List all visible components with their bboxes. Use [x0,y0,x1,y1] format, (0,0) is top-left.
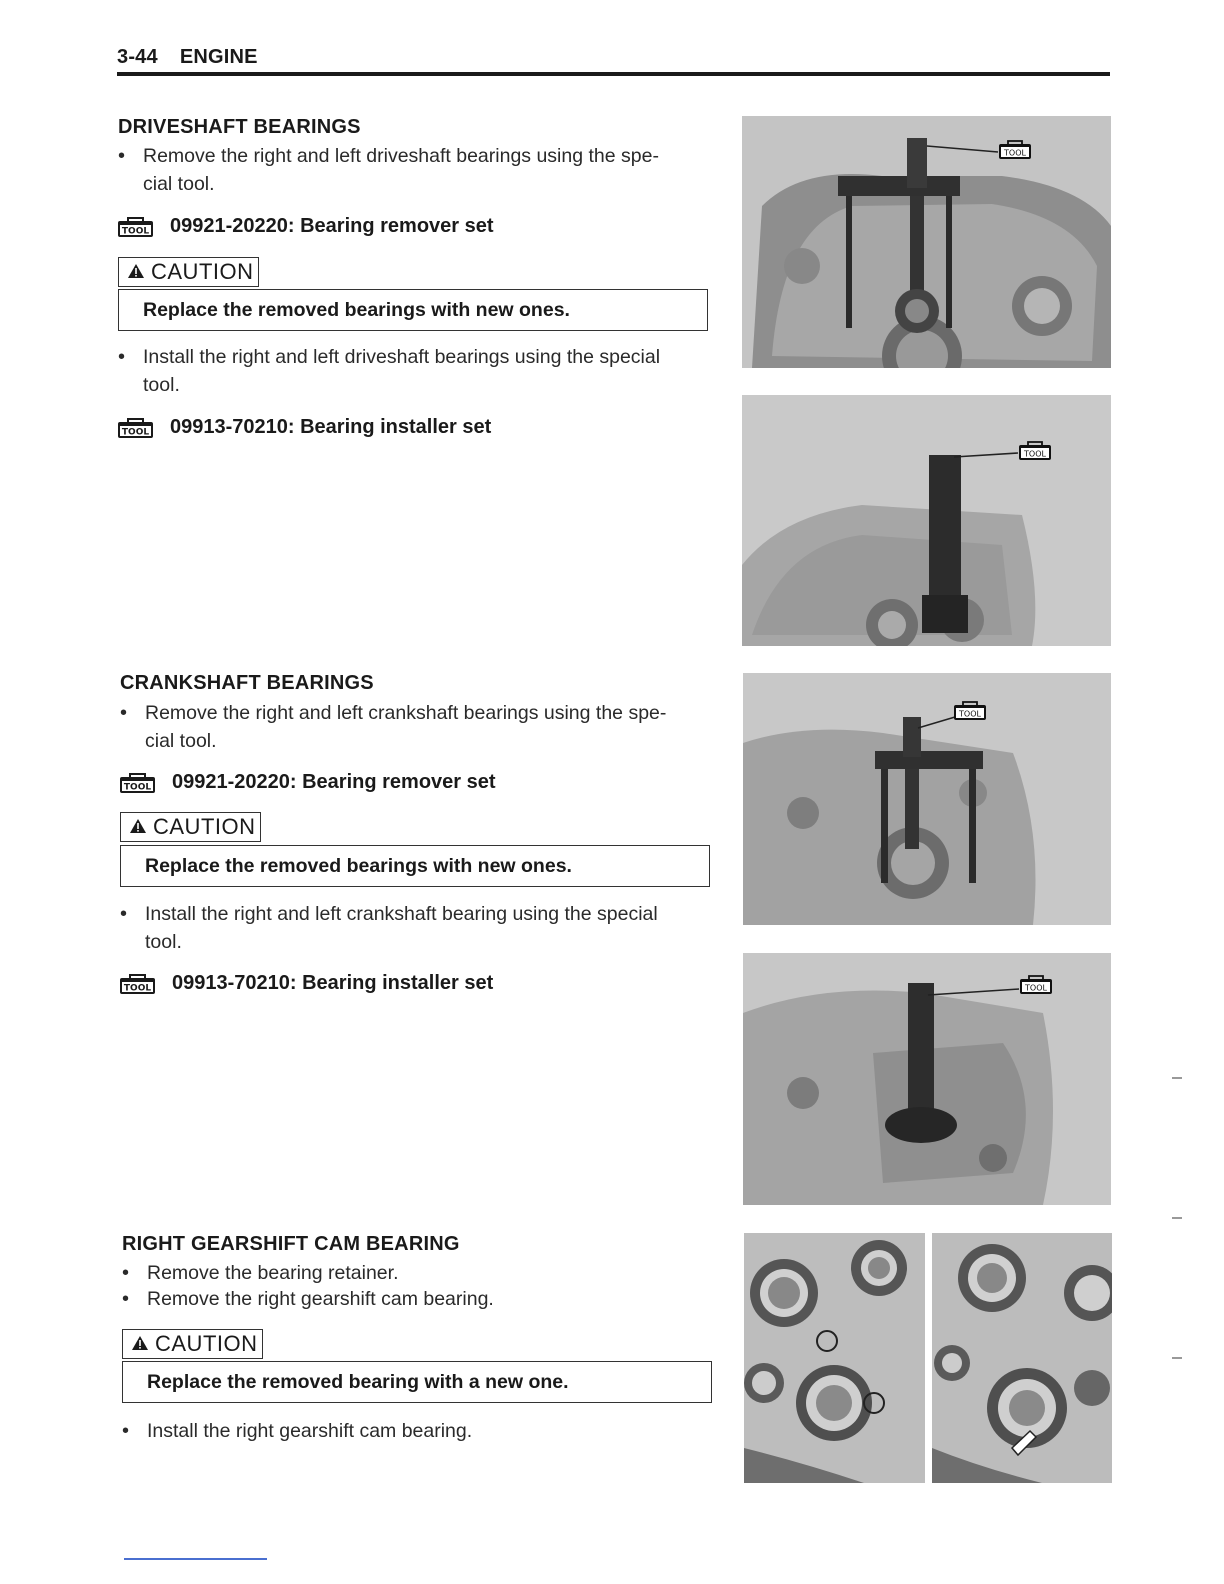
photo-gearshift-retainer [744,1233,925,1483]
tool-line-installer-1 [117,416,491,439]
section-heading-gearshift: RIGHT GEARSHIFT CAM BEARING [122,1233,460,1255]
tool-icon [119,973,156,995]
photo-crankshaft-bearing-install [743,953,1111,1205]
svg-text:TOOL: TOOL [121,226,150,236]
tool-icon [119,772,156,794]
caution-text-label: CAUTION [151,259,254,284]
svg-text:TOOL: TOOL [123,983,152,993]
photo-crankshaft-bearing-removal [743,673,1111,925]
tool-icon [117,417,154,439]
tool-name: 09913-70210: Bearing installer set [170,416,492,438]
photo-gearshift-cam-bearing [932,1233,1112,1483]
page-number: 3-44 [117,46,158,68]
warning-triangle-icon [131,1331,149,1357]
svg-text:TOOL: TOOL [123,782,152,792]
tool-line-remover-1 [117,215,494,238]
caution-text-label: CAUTION [155,1331,258,1356]
tool-name: 09921-20220: Bearing remover set [172,771,496,793]
margin-mark [1172,1357,1182,1359]
warning-triangle-icon [129,814,147,840]
svg-text:TOOL: TOOL [1024,449,1046,459]
svg-text:TOOL: TOOL [959,709,981,719]
bullet-remove-crankshaft: • Remove the right and left crankshaft bearings using the spe- cial tool. [120,699,715,755]
caution-box-2: Replace the removed bearings with new ones. [120,845,710,887]
caution-label-2 [120,812,261,842]
section-title: ENGINE [179,46,258,68]
section-heading-driveshaft: DRIVESHAFT BEARINGS [118,116,361,138]
tool-line-remover-2 [119,771,496,794]
warning-triangle-icon [127,259,145,285]
tool-icon [117,216,154,238]
svg-text:TOOL: TOOL [1004,148,1026,158]
caution-box-3: Replace the removed bearing with a new one. [122,1361,712,1403]
caution-label-3 [122,1329,263,1359]
caution-label-1 [118,257,259,287]
svg-text:TOOL: TOOL [121,427,150,437]
photo-driveshaft-bearing-removal [742,116,1111,368]
bullet-install-crankshaft: • Install the right and left crankshaft bearing using the special tool. [120,900,715,956]
photo-driveshaft-bearing-install [742,395,1111,646]
tool-name: 09913-70210: Bearing installer set [172,972,494,994]
bullet-install-driveshaft: • Install the right and left driveshaft bearings using the special tool. [118,343,713,399]
bottom-rule [124,1558,267,1560]
bullet-remove-cam-bearing: • Remove the right gearshift cam bearing. [122,1285,717,1313]
caution-box-1: Replace the removed bearings with new ones. [118,289,708,331]
caution-text-label: CAUTION [153,814,256,839]
bullet-remove-driveshaft: • Remove the right and left driveshaft bearings using the spe- cial tool. [118,142,713,198]
header-rule [117,72,1110,76]
bullet-install-cam-bearing: • Install the right gearshift cam bearing. [122,1417,717,1445]
margin-mark [1172,1217,1182,1219]
svg-text:TOOL: TOOL [1025,983,1047,993]
page-header [117,46,258,69]
margin-mark [1172,1077,1182,1079]
tool-line-installer-2 [119,972,493,995]
tool-name: 09921-20220: Bearing remover set [170,215,494,237]
section-heading-crankshaft: CRANKSHAFT BEARINGS [120,672,374,694]
bullet-remove-retainer: • Remove the bearing retainer. [122,1259,717,1287]
